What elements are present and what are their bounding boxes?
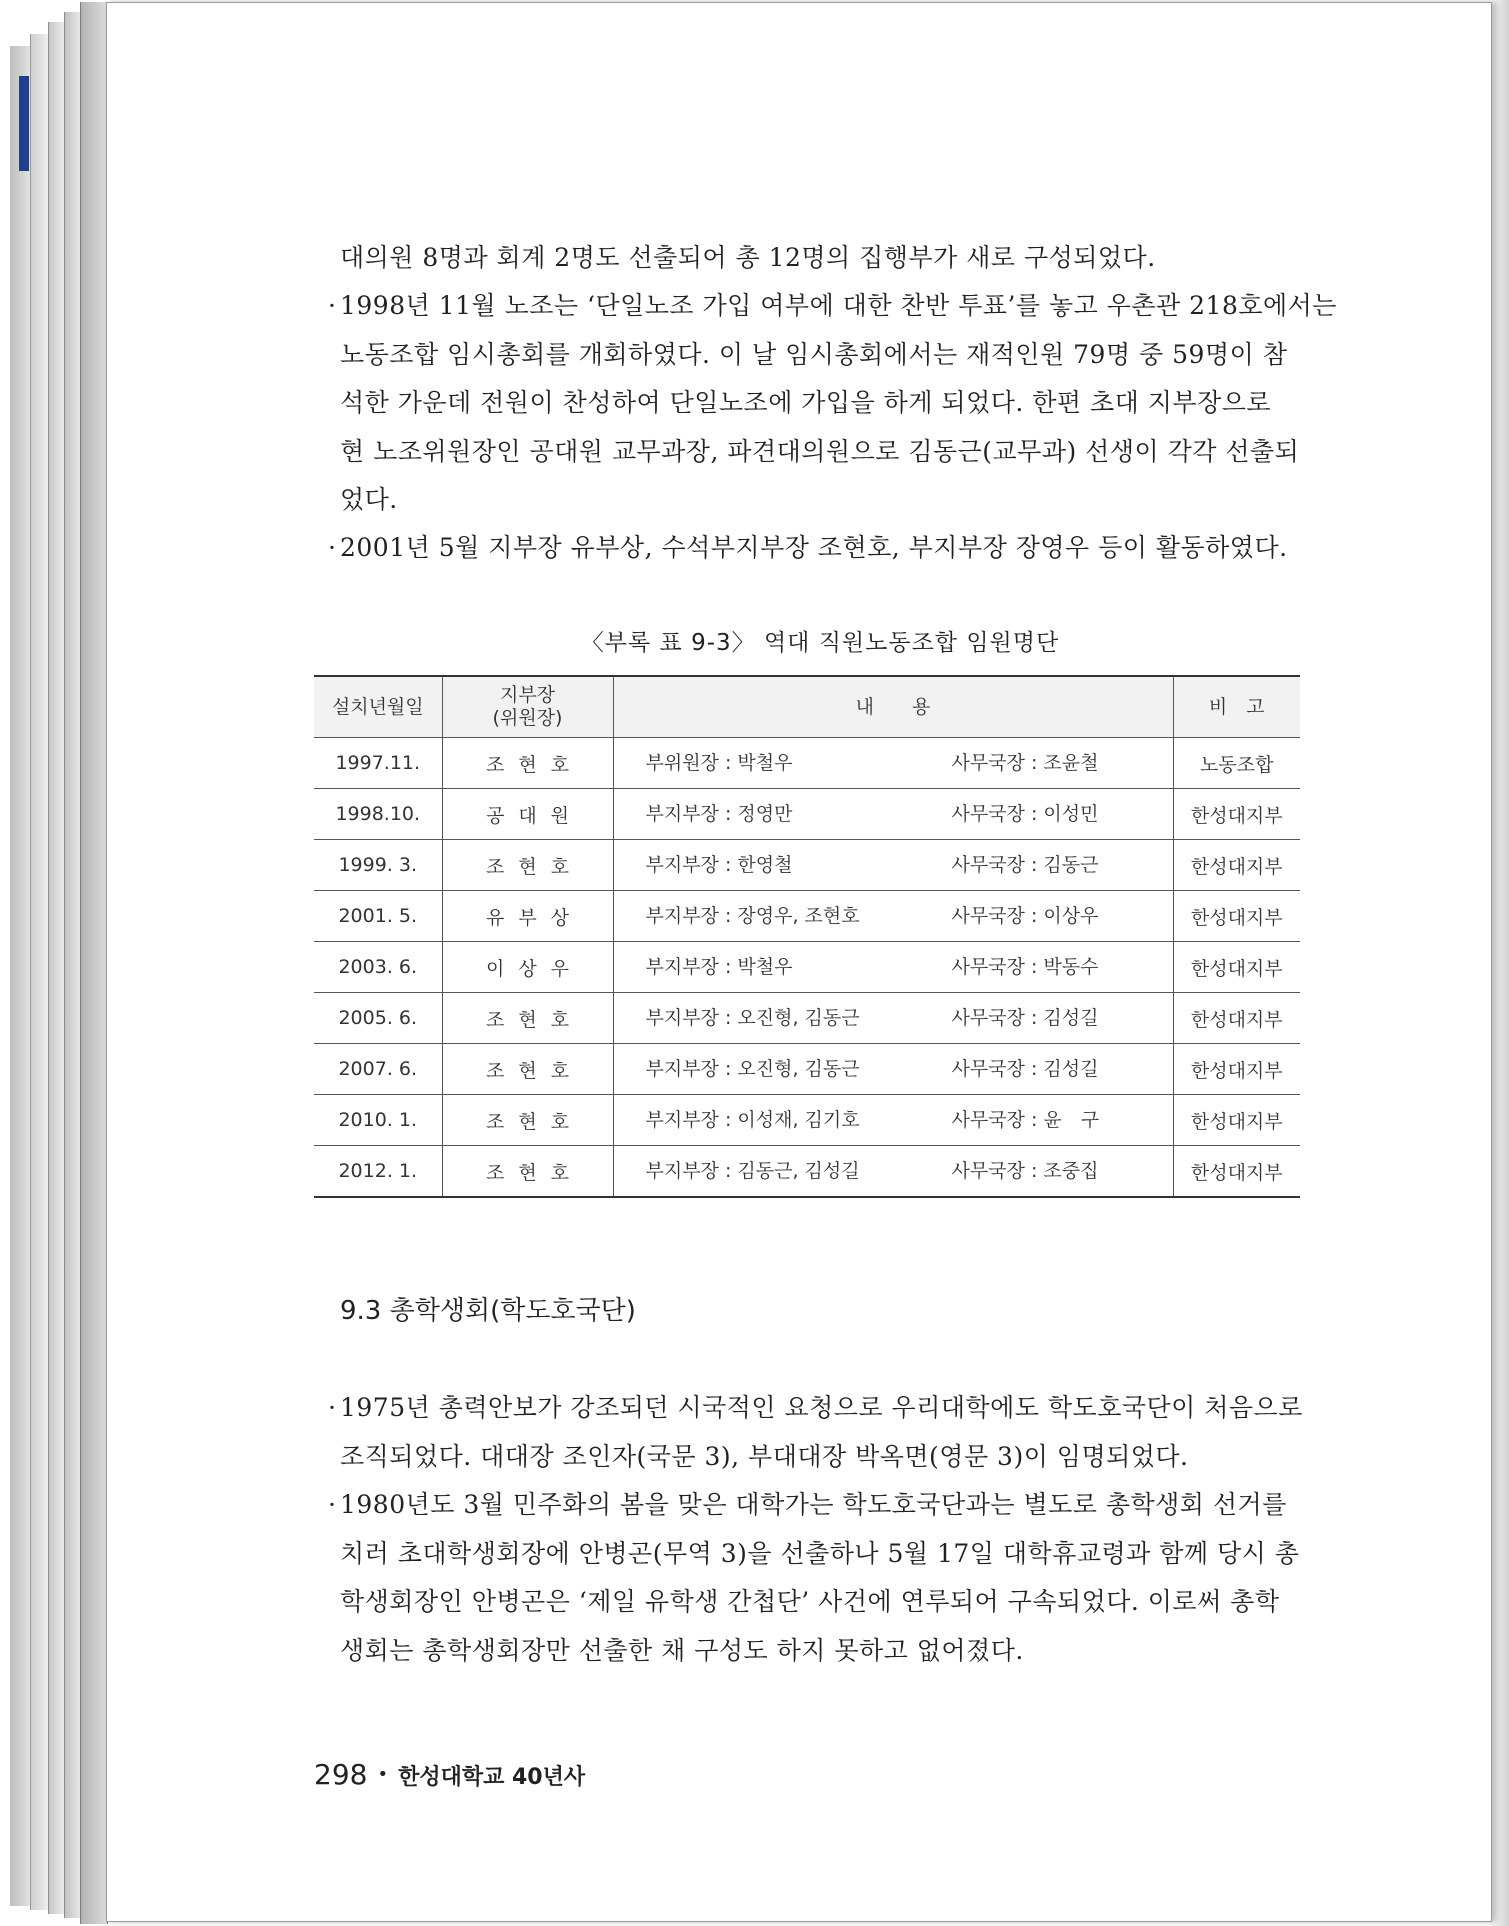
table-row: [314, 993, 1300, 1044]
union-officers-table: [314, 675, 1300, 1198]
cell-leader: 조현호: [442, 1044, 613, 1095]
cell-note: 한성대지부: [1173, 942, 1300, 993]
cell-content: [613, 789, 1173, 840]
cell-content: [613, 738, 1173, 789]
text-line: 었다.: [340, 485, 398, 514]
cell-note: 한성대지부: [1173, 1095, 1300, 1146]
cell-deputy: 부지부장 : 이성재, 김기호: [645, 1109, 860, 1131]
text-line: 생회는 총학생회장만 선출한 채 구성도 하지 못하고 없어졌다.: [340, 1635, 1024, 1665]
cell-content: [613, 993, 1173, 1044]
cell-deputy: 부지부장 : 오진형, 김동근: [645, 1007, 860, 1029]
table-row: [314, 840, 1300, 891]
cell-leader: 조현호: [442, 738, 613, 789]
header-leader: [442, 676, 613, 738]
table-row: [314, 1095, 1300, 1146]
book-edge: [48, 22, 65, 1914]
text-line: 석한 가운데 전원이 찬성하여 단일노조에 가입을 하게 되었다. 한편 초대 지부장으로: [340, 388, 1272, 417]
header-date: 설치년월일: [314, 676, 442, 738]
page-number: 298: [314, 1758, 368, 1791]
cell-deputy: 부지부장 : 정영만: [645, 803, 793, 825]
cell-content: [613, 1044, 1173, 1095]
header-note: 비 고: [1173, 676, 1300, 738]
table-row: [314, 789, 1300, 840]
book-edge: [64, 12, 81, 1918]
book-edge: [10, 46, 32, 1906]
cell-secretary: 사무국장 : 이성민: [951, 803, 1099, 825]
cell-deputy: 부지부장 : 장영우, 조현호: [645, 905, 860, 927]
cell-date: 1997.11.: [314, 738, 442, 789]
cell-date: 1999. 3.: [314, 840, 442, 891]
header-content: 내 용: [613, 676, 1173, 738]
cell-secretary: 사무국장 : 박동수: [951, 956, 1099, 978]
cell-secretary: 사무국장 : 김성길: [951, 1007, 1099, 1029]
cell-date: 2003. 6.: [314, 942, 442, 993]
bullet-marker: ·: [328, 1393, 337, 1422]
cell-leader: 조현호: [442, 993, 613, 1044]
bullet-paragraph-2001: [328, 524, 1300, 573]
cell-deputy: 부위원장 : 박철우: [645, 752, 793, 774]
table-row: [314, 738, 1300, 789]
cell-note: 노동조합: [1173, 738, 1300, 789]
cell-content: [613, 1146, 1173, 1198]
cell-note: 한성대지부: [1173, 993, 1300, 1044]
table-caption: 〈부록 표 9-3〉 역대 직원노동조합 임원명단: [580, 630, 1060, 656]
text-line: 2001년 5월 지부장 유부상, 수석부지부장 조현호, 부지부장 장영우 등이 활동하였다.: [340, 533, 1288, 562]
table-row: [314, 891, 1300, 942]
bullet-marker: ·: [328, 291, 337, 320]
cell-date: 2010. 1.: [314, 1095, 442, 1146]
page-footer: [314, 1758, 585, 1791]
cell-secretary: 사무국장 : 김성길: [951, 1058, 1099, 1080]
header-leader-line2: (위원장): [492, 707, 563, 729]
cell-note: 한성대지부: [1173, 840, 1300, 891]
table-row: [314, 1146, 1300, 1198]
page-shadow: [1490, 0, 1509, 1926]
cell-content: [613, 840, 1173, 891]
footer-separator: •: [377, 1764, 389, 1785]
cell-leader: 조현호: [442, 1146, 613, 1198]
cell-note: 한성대지부: [1173, 1146, 1300, 1198]
cell-deputy: 부지부장 : 오진형, 김동근: [645, 1058, 860, 1080]
text-line: 조직되었다. 대대장 조인자(국문 3), 부대대장 박옥면(영문 3)이 임명되었다.: [340, 1441, 1189, 1471]
cell-content: [613, 1095, 1173, 1146]
text-line: 1975년 총력안보가 강조되던 시국적인 요청으로 우리대학에도 학도호국단이 처음으로: [340, 1393, 1303, 1422]
book-edge: [80, 2, 108, 1924]
bullet-marker: ·: [328, 1490, 337, 1519]
cell-leader: 공대원: [442, 789, 613, 840]
section-heading: 9.3 총학생회(학도호국단): [340, 1296, 636, 1326]
bullet-paragraph-1980: [328, 1481, 1300, 1675]
bullet-paragraph-1975: [328, 1384, 1303, 1481]
text-line: 1998년 11월 노조는 ‘단일노조 가입 여부에 대한 찬반 투표’를 놓고 우촌관 218호에서는: [340, 291, 1337, 320]
table-header-row: [314, 676, 1300, 738]
cell-deputy: 부지부장 : 김동근, 김성길: [645, 1160, 860, 1182]
cell-secretary: 사무국장 : 김동근: [951, 854, 1099, 876]
cell-secretary: 사무국장 : 조윤철: [951, 752, 1099, 774]
cell-leader: 조현호: [442, 840, 613, 891]
cell-secretary: 사무국장 : 조중집: [951, 1160, 1099, 1182]
cell-date: 2007. 6.: [314, 1044, 442, 1095]
bookmark-strip: [19, 76, 29, 171]
cell-note: 한성대지부: [1173, 1044, 1300, 1095]
text-line: 노동조합 임시총회를 개회하였다. 이 날 임시총회에서는 재적인원 79명 중 59명이 참: [340, 339, 1288, 369]
text-line: 1980년도 3월 민주화의 봄을 맞은 대학가는 학도호국단과는 별도로 총학생회 선거를: [340, 1490, 1287, 1519]
text-line: 현 노조위원장인 공대원 교무과장, 파견대의원으로 김동근(교무과) 선생이 각각 선출되: [340, 436, 1300, 466]
cell-date: 2005. 6.: [314, 993, 442, 1044]
cell-date: 2012. 1.: [314, 1146, 442, 1198]
text-line: 학생회장인 안병곤은 ‘제일 유학생 간첩단’ 사건에 연루되어 구속되었다. 이로써 총학: [340, 1587, 1280, 1616]
cell-secretary: 사무국장 : 윤 구: [951, 1109, 1100, 1131]
bullet-marker: ·: [328, 533, 337, 562]
cell-note: 한성대지부: [1173, 891, 1300, 942]
cell-note: 한성대지부: [1173, 789, 1300, 840]
book-title: 한성대학교 40년사: [398, 1765, 586, 1790]
cell-date: 2001. 5.: [314, 891, 442, 942]
cell-leader: 조현호: [442, 1095, 613, 1146]
header-leader-line1: 지부장: [499, 684, 556, 706]
cell-content: [613, 891, 1173, 942]
text-line: 치러 초대학생회장에 안병곤(무역 3)을 선출하나 5월 17일 대학휴교령과 함께 당시 총: [340, 1538, 1300, 1568]
cell-leader: 유부상: [442, 891, 613, 942]
cell-leader: 이상우: [442, 942, 613, 993]
paragraph-continuation: [340, 234, 1300, 283]
book-edge: [30, 34, 49, 1910]
cell-date: 1998.10.: [314, 789, 442, 840]
table-row: [314, 1044, 1300, 1095]
cell-deputy: 부지부장 : 한영철: [645, 854, 793, 876]
table-row: [314, 942, 1300, 993]
cell-content: [613, 942, 1173, 993]
cell-secretary: 사무국장 : 이상우: [951, 905, 1099, 927]
bullet-paragraph-1998: [328, 282, 1337, 525]
text-line: 대의원 8명과 회계 2명도 선출되어 총 12명의 집행부가 새로 구성되었다.: [340, 243, 1156, 272]
cell-deputy: 부지부장 : 박철우: [645, 956, 793, 978]
